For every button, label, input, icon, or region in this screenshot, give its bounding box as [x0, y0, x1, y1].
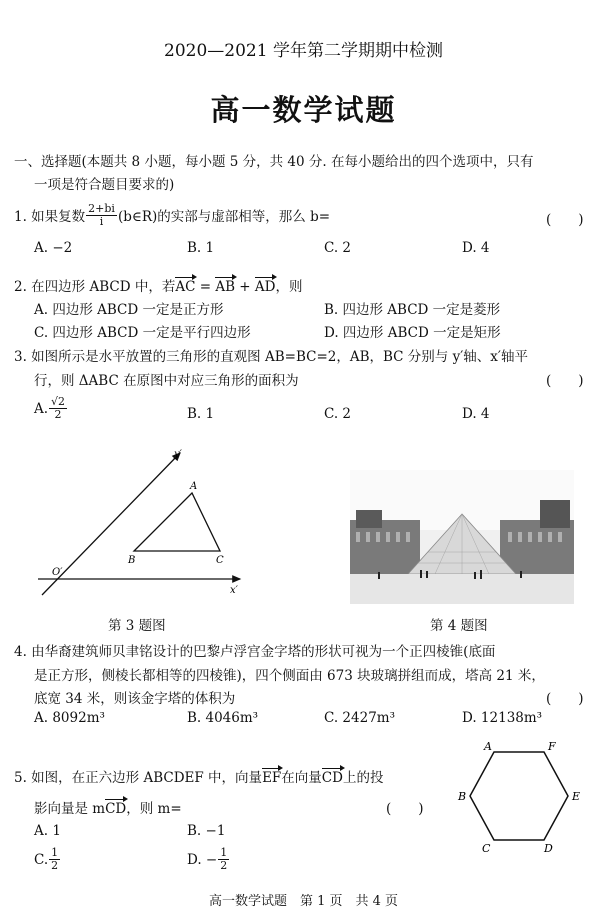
q5-option-c-den: 2 — [51, 859, 59, 872]
q5-option-c — [34, 847, 61, 872]
q5-vector-m-cd: CD — [105, 801, 127, 817]
q3-y-axis — [42, 453, 180, 595]
q3-option-a-num: √2 — [51, 395, 66, 408]
q5-option-c-num: 1 — [51, 846, 59, 859]
exam-subtitle: 2020—2021 学年第二学期期中检测 — [164, 41, 443, 61]
q2-option-d: D. 四边形 ABCD 一定是矩形 — [324, 325, 501, 341]
q1-stem — [14, 198, 330, 232]
hex-label-f: F — [548, 740, 556, 753]
q3-label-a: A — [190, 481, 198, 492]
q2-stem — [14, 275, 302, 295]
q5-option-d-fraction — [218, 847, 229, 872]
q4-option-d: D. 12138m³ — [462, 710, 543, 726]
q2-prefix: 2. 在四边形 ABCD 中，若 — [14, 279, 176, 295]
q3-option-a-den: 2 — [54, 408, 62, 421]
q2-vector-ad: AD — [254, 279, 276, 295]
q5-option-a: A. 1 — [34, 823, 61, 839]
q5-option-d-num: 1 — [220, 846, 228, 859]
q3-option-a-prefix: A. — [34, 400, 49, 417]
q2-suffix: ，则 — [275, 279, 303, 295]
hex-label-a: A — [484, 740, 492, 753]
q1-option-b: B. 1 — [187, 240, 215, 256]
q5-option-c-prefix: C. — [34, 851, 49, 868]
q3-label-y: y′ — [174, 449, 182, 460]
q5-hexagon-figure — [450, 738, 590, 858]
q1-answer-paren: ( ) — [546, 212, 584, 228]
q3-option-b: B. 1 — [187, 406, 215, 422]
q1-frac-num: 2+bi — [88, 201, 115, 215]
q5-option-d-prefix: D. − — [187, 851, 218, 868]
q2-vector-ab: AB — [215, 279, 235, 295]
q3-option-c: C. 2 — [324, 406, 352, 422]
q5-stem-line1 — [14, 766, 383, 786]
q2-plus: + — [235, 279, 255, 295]
hex-label-b: B — [458, 790, 467, 803]
q4-answer-paren: ( ) — [546, 691, 584, 707]
q4-option-c: C. 2427m³ — [324, 710, 396, 726]
q2-vector-ac: AC — [175, 279, 196, 295]
louvre-pyramid-photo — [350, 470, 574, 604]
q5-option-c-fraction — [49, 847, 60, 872]
q2-eq: = — [195, 279, 216, 295]
q5-option-d-den: 2 — [220, 859, 228, 872]
q1-option-a: A. −2 — [34, 240, 73, 256]
q3-label-b: B — [128, 555, 136, 566]
q5-line2-suffix: ，则 m= — [126, 801, 182, 817]
q5-mid: 在向量 — [281, 770, 322, 786]
q5-stem-line2 — [34, 797, 182, 817]
q5-option-d — [187, 847, 230, 872]
q3-stem-line2: 行，则 ΔABC 在原图中对应三角形的面积为 — [34, 373, 299, 389]
q2-option-c: C. 四边形 ABCD 一定是平行四边形 — [34, 325, 251, 341]
hex-label-c: C — [482, 842, 491, 855]
q3-triangle — [134, 493, 220, 551]
q1-prefix: 1. 如果复数 — [14, 209, 86, 225]
q2-option-a: A. 四边形 ABCD 一定是正方形 — [34, 302, 224, 318]
section-heading-line1: 一、选择题(本题共 8 小题，每小题 5 分，共 40 分. 在每小题给出的四个选项中，只有 — [14, 154, 534, 170]
q5-vector-cd: CD — [321, 770, 343, 786]
q5-prefix: 5. 如图，在正六边形 ABCDEF 中，向量 — [14, 770, 263, 786]
q4-stem-line1: 4. 由华裔建筑师贝聿铭设计的巴黎卢浮宫金字塔的形状可视为一个正四棱锥(底面 — [14, 644, 496, 660]
q3-label-o: O′ — [52, 567, 63, 578]
page-footer: 高一数学试题 第 1 页 共 4 页 — [208, 894, 399, 909]
hex-label-d: D — [544, 842, 553, 855]
q3-answer-paren: ( ) — [546, 373, 584, 389]
q3-option-a-fraction — [49, 396, 67, 421]
q3-figure — [30, 445, 250, 605]
q1-fraction — [86, 203, 117, 228]
q1-option-c: C. 2 — [324, 240, 352, 256]
q1-frac-den: i — [99, 214, 104, 228]
q1-option-d: D. 4 — [462, 240, 490, 256]
q2-option-b: B. 四边形 ABCD 一定是菱形 — [324, 302, 501, 318]
q5-option-b: B. −1 — [187, 823, 226, 839]
hex-label-e: E — [572, 790, 581, 803]
q3-stem-line1: 3. 如图所示是水平放置的三角形的直观图 AB=BC=2，AB，BC 分别与 y′轴、x′轴平 — [14, 349, 528, 365]
q4-option-b: B. 4046m³ — [187, 710, 259, 726]
q4-stem-line3: 底宽 34 米，则该金字塔的体积为 — [34, 691, 236, 707]
q5-suffix: 上的投 — [342, 770, 384, 786]
q4-figure-caption: 第 4 题图 — [430, 618, 488, 634]
q4-stem-line2: 是正方形，侧棱长都相等的四棱锥)，四个侧面由 673 块玻璃拼组而成，塔高 21 米， — [34, 668, 545, 684]
q5-line2-prefix: 影向量是 m — [34, 801, 106, 817]
q3-figure-caption: 第 3 题图 — [108, 618, 166, 634]
q3-label-x: x′ — [230, 585, 238, 596]
q3-option-d: D. 4 — [462, 406, 490, 422]
q5-vector-ef: EF — [262, 770, 282, 786]
q3-label-c: C — [216, 555, 224, 566]
exam-title: 高一数学试题 — [210, 93, 397, 127]
q1-suffix: (b∈R)的实部与虚部相等，那么 b= — [117, 209, 331, 225]
q3-option-a — [34, 396, 68, 421]
q5-answer-paren: ( ) — [386, 801, 424, 817]
q5-hexagon — [470, 752, 568, 840]
q4-option-a: A. 8092m³ — [34, 710, 105, 726]
section-heading-line2: 一项是符合题目要求的) — [34, 177, 175, 193]
